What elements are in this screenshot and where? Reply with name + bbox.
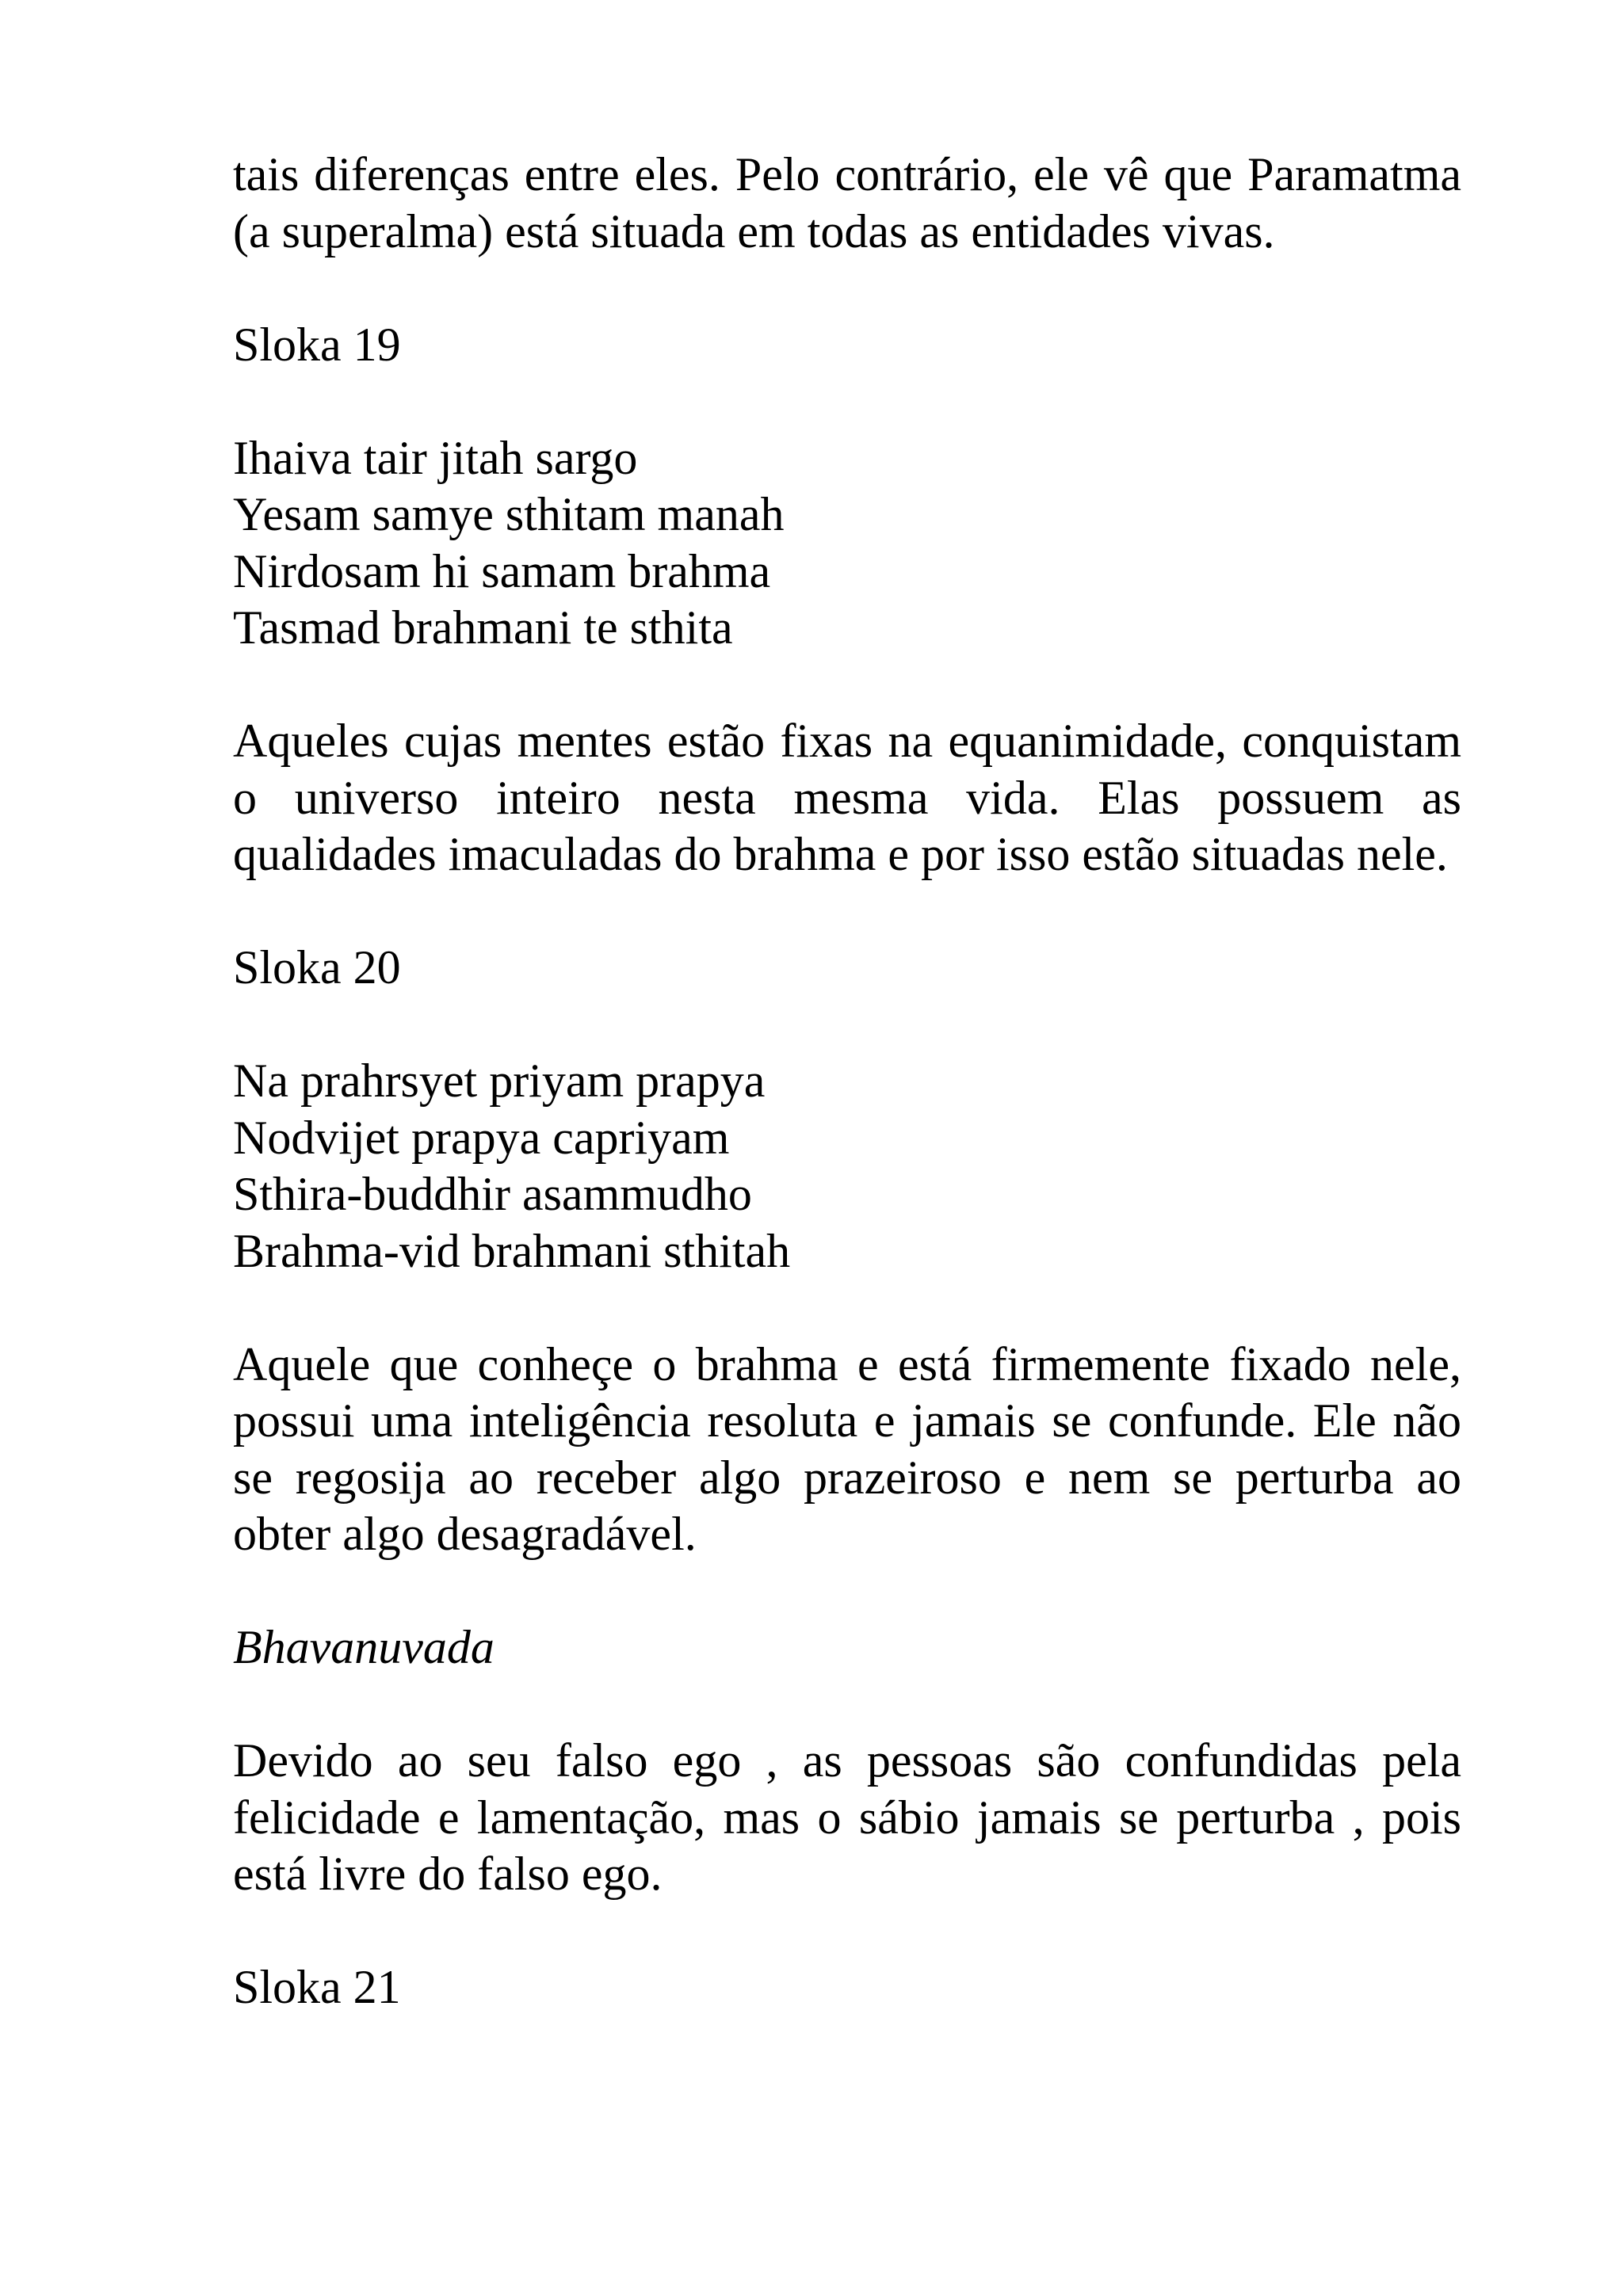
verse-line: Nirdosam hi samam brahma	[233, 544, 771, 597]
verse-line: Nodvijet prapya capriyam	[233, 1111, 730, 1164]
sloka-19-translation: Aqueles cujas mentes estão fixas na equanimidade, conquistam o universo inteiro nesta mesma vida. Elas possuem as qualidades imaculadas do brahma e por isso estão situadas nele.	[233, 715, 1461, 880]
commentary-heading: Bhavanuvada	[233, 1621, 495, 1673]
verse-line: Brahma-vid brahmani sthitah	[233, 1224, 791, 1277]
verse-line: Na prahrsyet priyam prapya	[233, 1055, 766, 1107]
commentary-paragraph: Devido ao seu falso ego , as pessoas são confundidas pela felicidade e lamentação, mas o sábio jamais se perturba , pois está livre do falso ego.	[233, 1734, 1461, 1900]
verse-line: Tasmad brahmani te sthita	[233, 601, 733, 654]
verse-line: Sthira-buddhir asammudho	[233, 1168, 752, 1220]
sloka-21-heading: Sloka 21	[233, 1961, 401, 2013]
sloka-20-verse	[233, 1053, 1461, 1280]
verse-line: Ihaiva tair jitah sargo	[233, 431, 638, 484]
sloka-19-verse	[233, 430, 1461, 657]
page-content	[233, 147, 1461, 2016]
verse-line: Yesam samye sthitam manah	[233, 488, 785, 540]
sloka-20-heading: Sloka 20	[233, 941, 401, 994]
sloka-20-translation: Aquele que conheçe o brahma e está firmemente fixado nele, possui uma inteligência resoluta e jamais se confunde. Ele não se regosija ao receber algo prazeiroso e nem se perturba ao obter algo desagradável.	[233, 1337, 1461, 1560]
sloka-19-heading: Sloka 19	[233, 318, 401, 371]
intro-paragraph: tais diferenças entre eles. Pelo contrário, ele vê que Paramatma (a superalma) está situada em todas as entidades vivas.	[233, 148, 1461, 257]
